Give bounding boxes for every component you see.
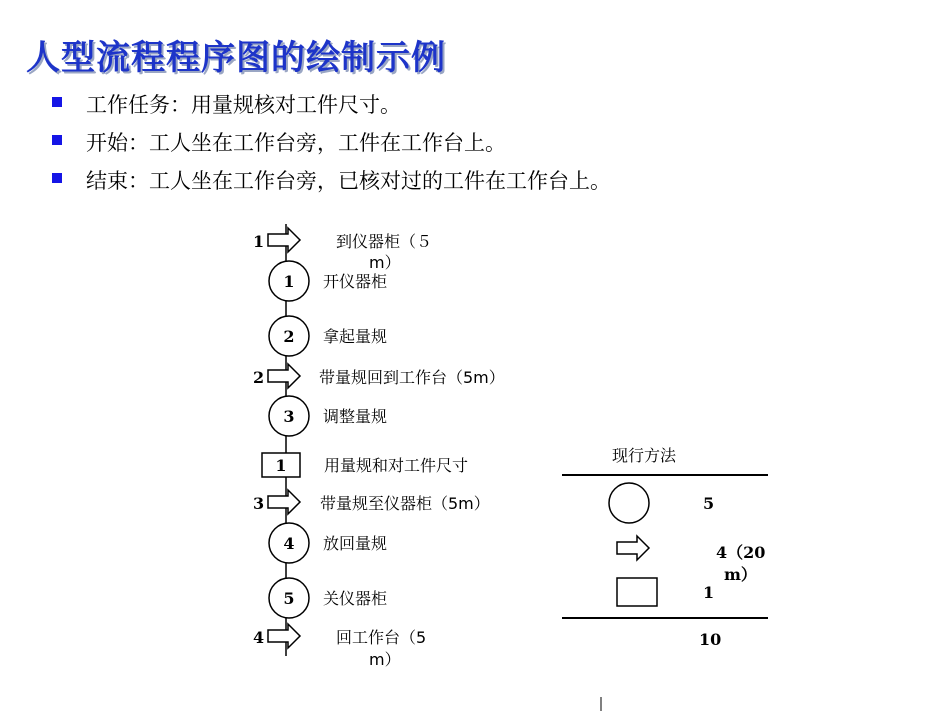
step-number: 3 <box>253 494 265 513</box>
inspection-square-icon <box>617 578 657 606</box>
operation-step <box>269 523 387 563</box>
step-text: 回工作台（5 <box>336 628 427 647</box>
bullet-text: 开始：工人坐在工作台旁，工件在工作台上。 <box>86 131 506 155</box>
inspection-step <box>262 453 468 477</box>
summary-table <box>562 446 768 649</box>
transport-arrow-icon <box>268 490 300 514</box>
transport-arrow-icon <box>268 228 300 252</box>
step-text-cont: m） <box>369 650 401 669</box>
operation-count: 5 <box>703 494 715 513</box>
step-text: 到仪器柜（５ <box>336 232 433 251</box>
step-number: 1 <box>253 232 265 251</box>
total-count: 10 <box>699 630 722 649</box>
bullet-text: 工作任务：用量规核对工件尺寸。 <box>86 93 401 117</box>
step-text: 开仪器柜 <box>323 272 388 291</box>
step-number: 4 <box>253 628 265 647</box>
inspection-count: 1 <box>703 583 715 602</box>
operation-step <box>269 578 387 618</box>
step-number: 4 <box>283 534 295 553</box>
operation-step <box>269 396 387 436</box>
step-text: 关仪器柜 <box>323 589 388 608</box>
step-number: 5 <box>283 589 295 608</box>
transport-step <box>253 624 426 669</box>
step-number: 2 <box>253 368 265 387</box>
step-number: 1 <box>275 456 287 475</box>
bullet-text: 结束：工人坐在工作台旁，已核对过的工件在工作台上。 <box>86 169 611 193</box>
operation-circle-icon <box>609 483 649 523</box>
transport-arrow-icon <box>268 364 300 388</box>
transport-count: 4（20 <box>716 543 766 562</box>
step-number: 2 <box>283 327 295 346</box>
step-text: 带量规回到工作台（5m） <box>319 368 505 387</box>
step-text: 放回量规 <box>323 534 388 553</box>
transport-arrow-icon <box>268 624 300 648</box>
transport-step <box>253 364 505 388</box>
step-text: 用量规和对工件尺寸 <box>324 456 469 475</box>
transport-step <box>253 490 490 514</box>
step-number: 3 <box>283 407 295 426</box>
step-text: 拿起量规 <box>323 327 388 346</box>
operation-step <box>269 316 387 356</box>
step-number: 1 <box>283 272 295 291</box>
step-text: 调整量规 <box>323 407 388 426</box>
transport-arrow-icon <box>617 536 649 560</box>
step-text: 带量规至仪器柜（5m） <box>320 494 490 513</box>
summary-header: 现行方法 <box>612 446 677 465</box>
page-title: 人型流程程序图的绘制示例 <box>26 38 446 78</box>
transport-count-cont: m） <box>724 565 757 584</box>
step-text-cont: m） <box>369 253 401 272</box>
